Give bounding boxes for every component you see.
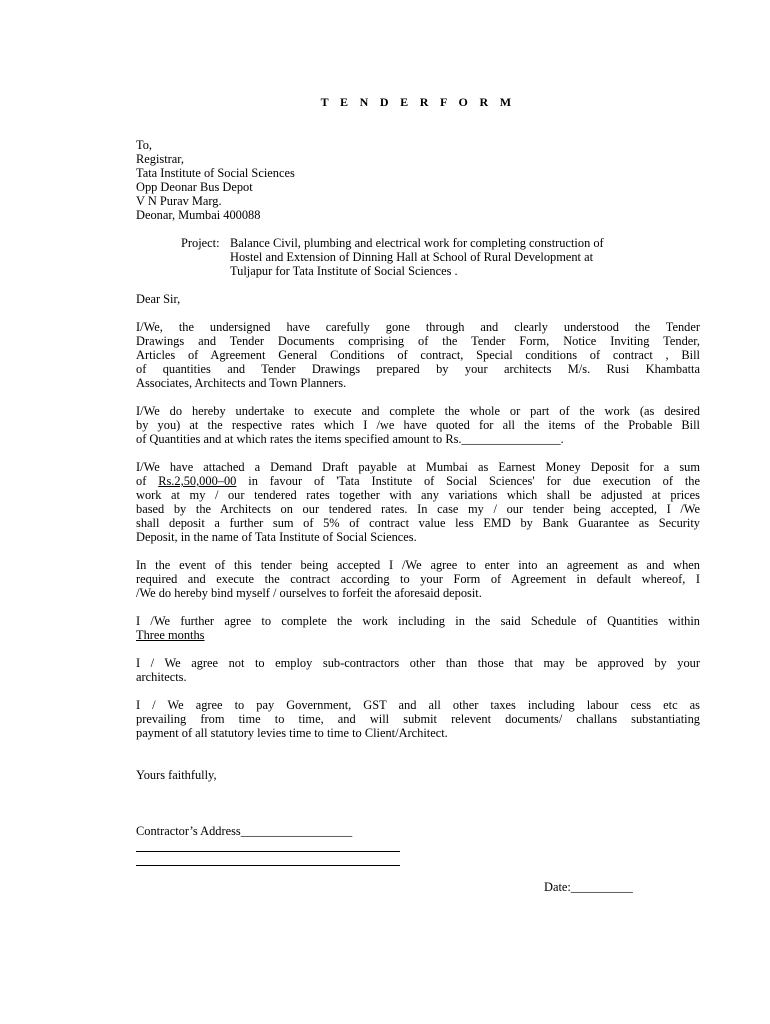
address-line-5: Deonar, Mumbai 400088 [136, 208, 261, 222]
address-blank-line[interactable] [136, 851, 400, 852]
para3-line: shall deposit a further sum of 5% of contract value less EMD by Bank Guarantee as Security [136, 516, 700, 530]
document-title: T E N D E R F O R M [320, 95, 516, 109]
paragraph-documents [136, 320, 700, 390]
para4-line: In the event of this tender being accepted I /We agree to enter into an agreement as and when [136, 558, 700, 572]
para3-of: of [136, 474, 147, 488]
salutation: Dear Sir, [136, 292, 181, 306]
paragraph-completion [136, 614, 700, 642]
para2-line: I/We do hereby undertake to execute and complete the whole or part of the work (as desired [136, 404, 700, 418]
para1-line: Drawings and Tender Documents comprising of the Tender Form, Notice Inviting Tender, [136, 334, 700, 348]
para1-line: I/We, the undersigned have carefully gone through and clearly understood the Tender [136, 320, 700, 334]
date-label: Date:__________ [544, 880, 633, 894]
project-label: Project: [181, 236, 220, 250]
para5-line: I /We further agree to complete the work including in the said Schedule of Quantities within [136, 614, 700, 628]
contractor-address-label: Contractor’s Address__________________ [136, 824, 353, 838]
paragraph-taxes [136, 698, 700, 740]
project-line-1: Balance Civil, plumbing and electrical work for completing construction of [230, 236, 604, 250]
para4-line: required and execute the contract according to your Form of Agreement in default whereof, I [136, 572, 700, 586]
address-line-2: Tata Institute of Social Sciences [136, 166, 295, 180]
project-line-2: Hostel and Extension of Dinning Hall at School of Rural Development at [230, 250, 594, 264]
para3-line: I/We have attached a Demand Draft payable at Mumbai as Earnest Money Deposit for a sum [136, 460, 700, 474]
completion-period: Three months [136, 628, 205, 642]
address-blank-line[interactable] [136, 865, 400, 866]
paragraph-emd [136, 460, 700, 544]
para7-line: payment of all statutory levies time to time to Client/Architect. [136, 726, 448, 740]
para1-line: Associates, Architects and Town Planners. [136, 376, 347, 390]
address-line-1: Registrar, [136, 152, 185, 166]
para4-line: /We do hereby bind myself / ourselves to forfeit the aforesaid deposit. [136, 586, 482, 600]
para2-line: by you) at the respective rates which I /we have quoted for all the items of the Probable Bill [136, 418, 700, 432]
address-line-4: V N Purav Marg. [136, 194, 222, 208]
para2-line: of Quantities and at which rates the items specified amount to Rs.________________. [136, 432, 564, 446]
para1-line: of quantities and Tender Drawings prepared by your architects M/s. Rusi Khambatta [136, 362, 700, 376]
address-line-3: Opp Deonar Bus Depot [136, 180, 253, 194]
para3-favour: in favour of 'Tata Institute of Social Sciences' for due execution of the [248, 474, 700, 488]
para7-line: prevailing from time to time, and will submit relevent documents/ challans substantiating [136, 712, 700, 726]
para6-line: I / We agree not to employ sub-contractors other than those that may be approved by your [136, 656, 700, 670]
para3-line: work at my / our tendered rates together with any variations which shall be adjusted at prices [136, 488, 700, 502]
para7-line: I / We agree to pay Government, GST and all other taxes including labour cess etc as [136, 698, 700, 712]
emd-amount: Rs.2,50,000–00 [158, 474, 237, 488]
recipient-address [136, 138, 700, 222]
para6-line: architects. [136, 670, 187, 684]
paragraph-agreement [136, 558, 700, 600]
address-to: To, [136, 138, 152, 152]
project-line-3: Tuljapur for Tata Institute of Social Sciences . [230, 264, 458, 278]
project-description [181, 236, 701, 278]
para3-line-amount [136, 474, 700, 488]
closing: Yours faithfully, [136, 768, 217, 782]
para3-line: based by the Architects on our tendered rates. In case my / our tender being accepted, I /We [136, 502, 700, 516]
paragraph-undertaking [136, 404, 700, 446]
para1-line: Articles of Agreement General Conditions of contract, Special conditions of contract , Bill [136, 348, 700, 362]
paragraph-subcontractors [136, 656, 700, 684]
para3-line: Deposit, in the name of Tata Institute of Social Sciences. [136, 530, 417, 544]
